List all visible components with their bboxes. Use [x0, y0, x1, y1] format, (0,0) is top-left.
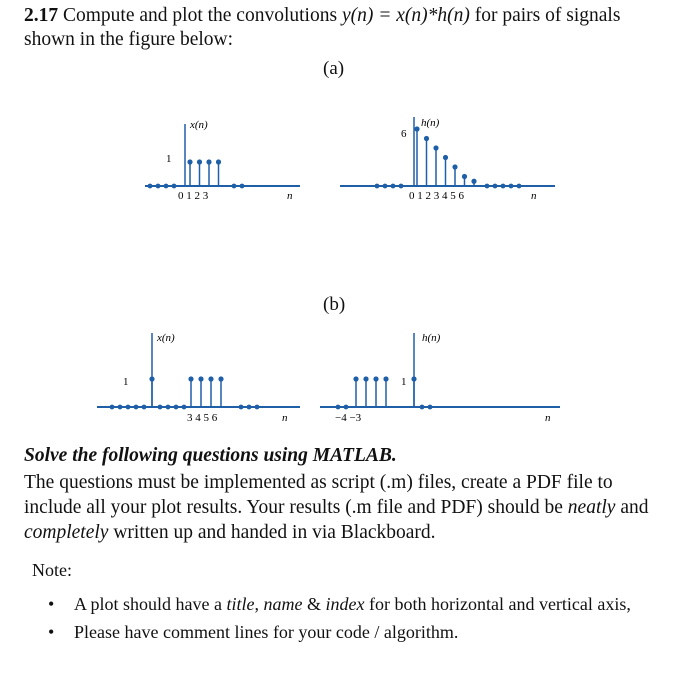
instructions-part-2: written up and handed in via Blackboard.: [108, 522, 436, 543]
zero-sample-marker: [344, 405, 349, 410]
plot-b-x-ticks: 3 4 5 6: [187, 412, 218, 424]
zero-sample-marker: [156, 184, 161, 189]
problem-number: 2.17: [24, 5, 59, 26]
plot-b-h-amplitude: 1: [401, 376, 407, 388]
zero-sample-marker: [118, 405, 123, 410]
plot-a-h-ticks: 0 1 2 3 4 5 6: [409, 190, 464, 202]
plot-b-x-n-label: n: [282, 412, 288, 424]
stem-marker: [443, 155, 448, 160]
zero-sample-marker: [375, 184, 380, 189]
stem-marker: [188, 376, 193, 381]
stem-marker: [414, 126, 419, 131]
plot-a-h-n-label: n: [531, 190, 537, 202]
plot-b-h-ticks: −4 −3: [335, 412, 362, 424]
bullet-1-text-a: A plot should have a: [74, 594, 227, 614]
figure-label-b: (b): [323, 294, 346, 315]
stem-marker: [218, 376, 223, 381]
zero-sample-marker: [148, 184, 153, 189]
zero-sample-marker: [391, 184, 396, 189]
plot-b-h-title: h(n): [422, 332, 441, 344]
zero-sample-marker: [110, 405, 115, 410]
zero-sample-marker: [126, 405, 131, 410]
instructions-completely: completely: [24, 522, 109, 543]
zero-sample-marker: [517, 184, 522, 189]
zero-sample-marker: [174, 405, 179, 410]
instructions-and: and: [615, 497, 649, 518]
stem-marker: [411, 376, 416, 381]
bullet-1-amp: &: [302, 594, 326, 614]
stem-marker: [452, 164, 457, 169]
bullet-icon: •: [48, 594, 55, 614]
zero-sample-marker: [336, 405, 341, 410]
plot-b-h-n-label: n: [545, 412, 551, 424]
stem-marker: [197, 159, 202, 164]
figure-label-a: (a): [323, 58, 345, 79]
zero-sample-marker: [158, 405, 163, 410]
plot-b-x: [97, 332, 300, 424]
zero-sample-marker: [142, 405, 147, 410]
stem-marker: [198, 376, 203, 381]
plot-b-x-title: x(n): [157, 332, 175, 344]
plot-a-x-n-label: n: [287, 190, 293, 202]
plot-a-h-title: h(n): [421, 117, 440, 129]
bullet-icon: •: [48, 622, 55, 642]
stem-marker: [383, 376, 388, 381]
plot-b-x-amplitude: 1: [123, 376, 129, 388]
zero-sample-marker: [255, 405, 260, 410]
stem-marker: [433, 145, 438, 150]
stem-marker: [471, 179, 476, 184]
problem-text-start: Compute and plot the convolutions: [58, 5, 342, 26]
zero-sample-marker: [134, 405, 139, 410]
stem-marker: [353, 376, 358, 381]
zero-sample-marker: [383, 184, 388, 189]
plot-b-h: [320, 332, 560, 424]
list-item: [48, 592, 638, 616]
bullet-1-sep1: ,: [254, 594, 264, 614]
list-item: [48, 620, 638, 644]
zero-sample-marker: [247, 405, 252, 410]
note-label: Note:: [32, 560, 72, 580]
stem-marker: [187, 159, 192, 164]
plot-a-x-amplitude: 1: [166, 153, 172, 165]
stem-marker: [206, 159, 211, 164]
zero-sample-marker: [501, 184, 506, 189]
stem-marker: [208, 376, 213, 381]
zero-sample-marker: [493, 184, 498, 189]
convolution-equation: y(n) = x(n)*h(n): [341, 5, 470, 26]
plot-a-h: [340, 117, 555, 202]
zero-sample-marker: [232, 184, 237, 189]
plot-a-x-ticks: 0 1 2 3: [178, 190, 209, 202]
instructions-paragraph: [24, 470, 664, 545]
stem-marker: [424, 136, 429, 141]
zero-sample-marker: [182, 405, 187, 410]
problem-text-end: for pairs of signals shown in the figure below:: [24, 5, 621, 50]
zero-sample-marker: [164, 184, 169, 189]
instructions-part-1: The questions must be implemented as script (.m) files, create a PDF file to include all your plot results. Your results (.m file and PDF) should be: [24, 472, 613, 518]
zero-sample-marker: [166, 405, 171, 410]
solve-heading: Solve the following questions using MATLAB.: [24, 445, 397, 466]
plot-a-x: [145, 119, 300, 202]
stem-marker: [149, 376, 154, 381]
zero-sample-marker: [428, 405, 433, 410]
zero-sample-marker: [240, 184, 245, 189]
stem-marker: [363, 376, 368, 381]
zero-sample-marker: [420, 405, 425, 410]
zero-sample-marker: [172, 184, 177, 189]
instructions-neatly: neatly: [567, 497, 616, 518]
note-bullet-list: [48, 592, 638, 648]
plot-a-h-amplitude: 6: [401, 128, 407, 140]
zero-sample-marker: [239, 405, 244, 410]
bullet-1-text-b: for both horizontal and vertical axis,: [364, 594, 631, 614]
bullet-2-text: Please have comment lines for your code / algorithm.: [74, 622, 459, 642]
stem-marker: [373, 376, 378, 381]
bullet-1-title: title: [226, 594, 255, 614]
bullet-1-index: index: [325, 594, 365, 614]
zero-sample-marker: [485, 184, 490, 189]
stem-marker: [462, 174, 467, 179]
stem-marker: [216, 159, 221, 164]
bullet-1-name: name: [263, 594, 303, 614]
plot-a-x-title: x(n): [190, 119, 208, 131]
zero-sample-marker: [399, 184, 404, 189]
zero-sample-marker: [509, 184, 514, 189]
